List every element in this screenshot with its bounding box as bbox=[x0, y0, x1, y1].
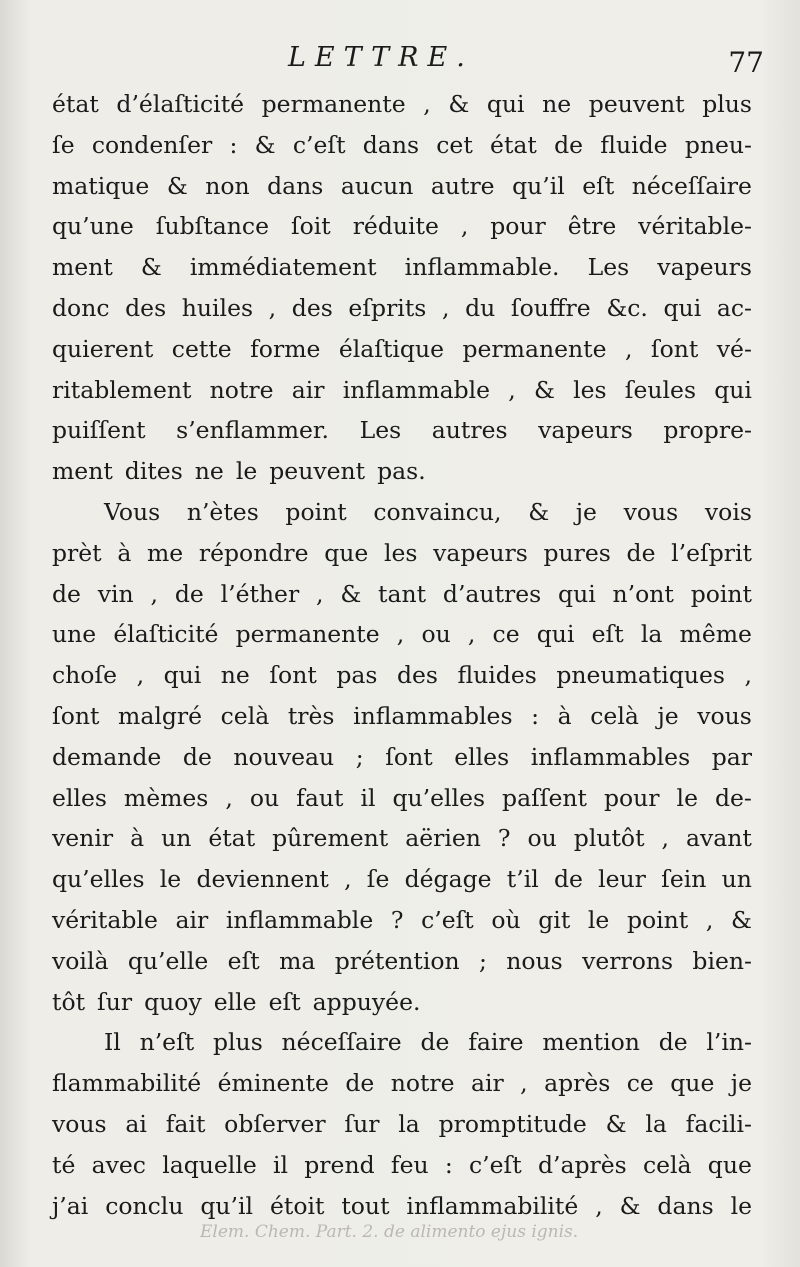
page-number: 77 bbox=[728, 46, 764, 79]
text-line: té avec laquelle il prend feu : c’eſt d’après celà que bbox=[52, 1150, 752, 1179]
text-line: ſont malgré celà très inflammables : à celà je vous bbox=[52, 701, 752, 730]
body-text bbox=[52, 84, 752, 1226]
text-line: voilà qu’elle eſt ma prétention ; nous verrons bien- bbox=[52, 946, 752, 975]
text-line: ment & immédiatement inflammable. Les vapeurs bbox=[52, 253, 752, 282]
running-title: LETTRE. bbox=[288, 42, 474, 73]
text-line: elles mèmes , ou faut il qu’elles paſſent pour le de- bbox=[52, 783, 752, 812]
text-line: tôt ſur quoy elle eſt appuyée. bbox=[52, 987, 421, 1016]
text-line: matique & non dans aucun autre qu’il eſt néceſſaire bbox=[52, 171, 752, 200]
text-line: j’ai conclu qu’il étoit tout inflammabilité , & dans le bbox=[52, 1191, 752, 1220]
text-line: flammabilité éminente de notre air , après ce que je bbox=[52, 1069, 752, 1098]
text-line: choſe , qui ne ſont pas des fluides pneumatiques , bbox=[52, 661, 752, 690]
text-line: Il n’eſt plus néceſſaire de faire mention de l’in- bbox=[104, 1028, 752, 1057]
text-line: qu’une ſubſtance ſoit réduite , pour être véritable- bbox=[52, 212, 752, 241]
text-line: qu’elles le deviennent , ſe dégage t’il de leur ſein un bbox=[52, 865, 752, 894]
text-line: demande de nouveau ; ſont elles inflammables par bbox=[52, 742, 752, 771]
text-line: donc des huiles , des eſprits , du ſouffre &c. qui ac- bbox=[52, 293, 752, 322]
text-line: véritable air inflammable ? c’eſt où git le point , & bbox=[52, 905, 752, 934]
text-line: état d’élaſticité permanente , & qui ne peuvent plus bbox=[52, 90, 752, 118]
text-line: puiſſent s’enflammer. Les autres vapeurs propre- bbox=[52, 416, 752, 445]
text-line: de vin , de l’éther , & tant d’autres qui n’ont point bbox=[52, 579, 752, 608]
text-line: venir à un état pûrement aërien ? ou plutôt , avant bbox=[52, 824, 752, 853]
text-line: ritablement notre air inflammable , & les ſeules qui bbox=[52, 375, 752, 404]
text-line: ſe condenſer : & c’eſt dans cet état de fluide pneu- bbox=[52, 130, 752, 159]
text-line: une élaſticité permanente , ou , ce qui eſt la même bbox=[52, 620, 752, 649]
text-line: prèt à me répondre que les vapeurs pures de l’eſprit bbox=[52, 538, 752, 567]
text-line: ment dites ne le peuvent pas. bbox=[52, 457, 426, 486]
page-header bbox=[0, 42, 800, 82]
show-through-text: Elem. Chem. Part. 2. de alimento ejus ignis. bbox=[200, 1222, 579, 1242]
text-line: quierent cette forme élaſtique permanente , ſont vé- bbox=[52, 334, 752, 363]
text-line: Vous n’ètes point convaincu, & je vous vois bbox=[104, 497, 752, 526]
text-line: vous ai fait obſerver ſur la promptitude & la facili- bbox=[52, 1109, 752, 1138]
